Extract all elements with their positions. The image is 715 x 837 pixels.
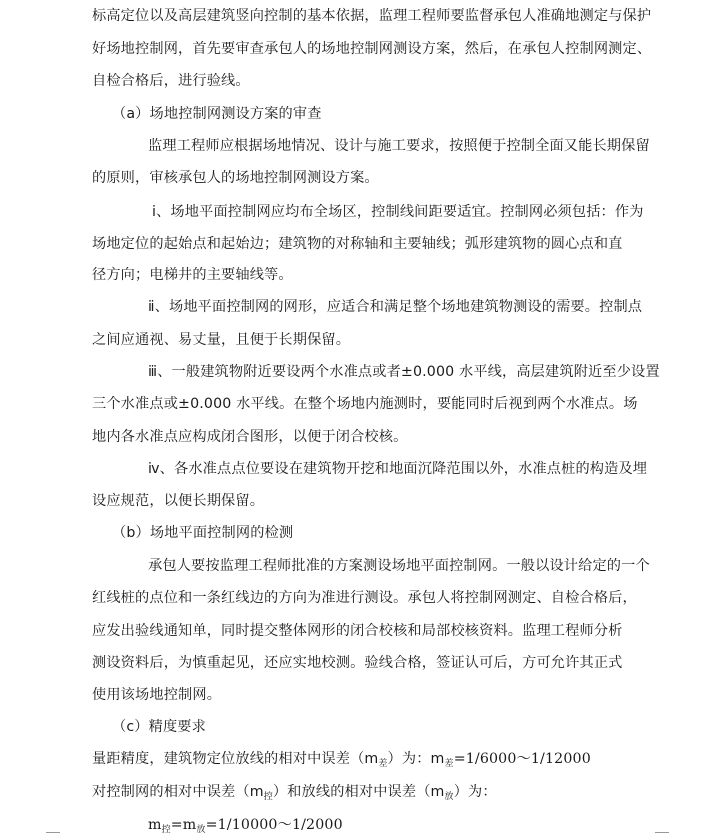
subscript: 控 <box>161 825 171 835</box>
body-text-line: 设应规范，以便长期保留。 <box>92 493 265 509</box>
body-text-line: 应发出验线通知单，同时提交整体网形的闭合校核和局部校核资料。监理工程师分析 <box>92 623 623 639</box>
precision-line-1-text: 量距精度，建筑物定位放线的相对中误差（m <box>92 751 379 767</box>
body-text-line: 之间应通视、易丈量，且便于长期保留。 <box>92 332 351 348</box>
body-text-line: 好场地控制网，首先要审查承包人的场地控制网测设方案，然后，在承包人控制网测定、 <box>92 41 652 57</box>
subscript: 放 <box>196 825 206 835</box>
formula-eq: =m <box>170 817 197 833</box>
body-text-line: 自检合格后，进行验线。 <box>92 73 250 89</box>
list-item-ii: ⅱ、场地平面控制网的网形，应适合和满足整个场地建筑物测设的需要。控制点 <box>148 299 643 315</box>
formula-value: =1/10000～1/2000 <box>205 817 343 833</box>
precision-value-1: =1/6000～1/12000 <box>453 751 591 767</box>
body-text-line: 场地定位的起始点和起始边；建筑物的对称轴和主要轴线；弧形建筑物的圆心点和直 <box>92 236 623 252</box>
subscript: 放 <box>444 792 454 802</box>
precision-line-2-text: 对控制网的相对中误差（m <box>92 784 264 800</box>
body-text-line: 监理工程师应根据场地情况、设计与施工要求，按照便于控制全面又能长期保留 <box>148 138 650 154</box>
subscript: 差 <box>444 759 454 769</box>
body-text-line: 使用该场地控制网。 <box>92 687 222 703</box>
body-text-line: 承包人要按监理工程师批准的方案测设场地平面控制网。一般以设计给定的一个 <box>148 558 650 574</box>
body-text-line: 红线桩的点位和一条红线边的方向为准进行测设。承包人将控制网测定、自检合格后， <box>92 590 637 606</box>
body-text-line: 径方向；电梯井的主要轴线等。 <box>92 267 293 283</box>
formula-m: m <box>148 817 162 833</box>
body-text-line: 地内各水准点应构成闭合图形，以便于闭合校核。 <box>92 429 408 445</box>
section-heading-b: （b）场地平面控制网的检测 <box>112 525 294 541</box>
section-heading-c: （c）精度要求 <box>112 719 206 735</box>
list-item-iv: ⅳ、各水准点点位要设在建筑物开挖和地面沉降范围以外，水准点桩的构造及埋 <box>148 461 648 477</box>
page-corner-mark <box>46 832 60 833</box>
precision-formula <box>148 815 343 837</box>
list-item-iii: ⅲ、一般建筑物附近要设两个水准点或者±0.000 水平线，高层建筑附近至少设置 <box>148 364 660 380</box>
section-heading-a: （a）场地控制网测设方案的审查 <box>112 106 322 122</box>
body-text-line: 三个水准点或±0.000 水平线。在整个场地内施测时，要能同时后视到两个水准点。场 <box>92 396 638 412</box>
body-text-line: 标高定位以及高层建筑竖向控制的基本依据，监理工程师要监督承包人准确地测定与保护 <box>92 8 652 24</box>
body-text-line: 测设资料后，为慎重起见，还应实地校测。验线合格，签证认可后，方可允许其正式 <box>92 655 623 671</box>
precision-line-2-end: ）为： <box>453 784 497 800</box>
page-corner-mark <box>655 832 669 833</box>
list-item-i: ⅰ、场地平面控制网应均布全场区，控制线间距要适宜。控制网必须包括：作为 <box>152 204 644 220</box>
subscript: 差 <box>378 759 388 769</box>
precision-line-1-mid: ）为：m <box>387 751 445 767</box>
subscript: 控 <box>263 792 273 802</box>
body-text-line: 的原则，审核承包人的场地控制网测设方案。 <box>92 170 379 186</box>
precision-line-2-mid: ）和放线的相对中误差（m <box>272 784 445 800</box>
precision-line-1 <box>92 749 591 771</box>
precision-line-2 <box>92 782 497 804</box>
